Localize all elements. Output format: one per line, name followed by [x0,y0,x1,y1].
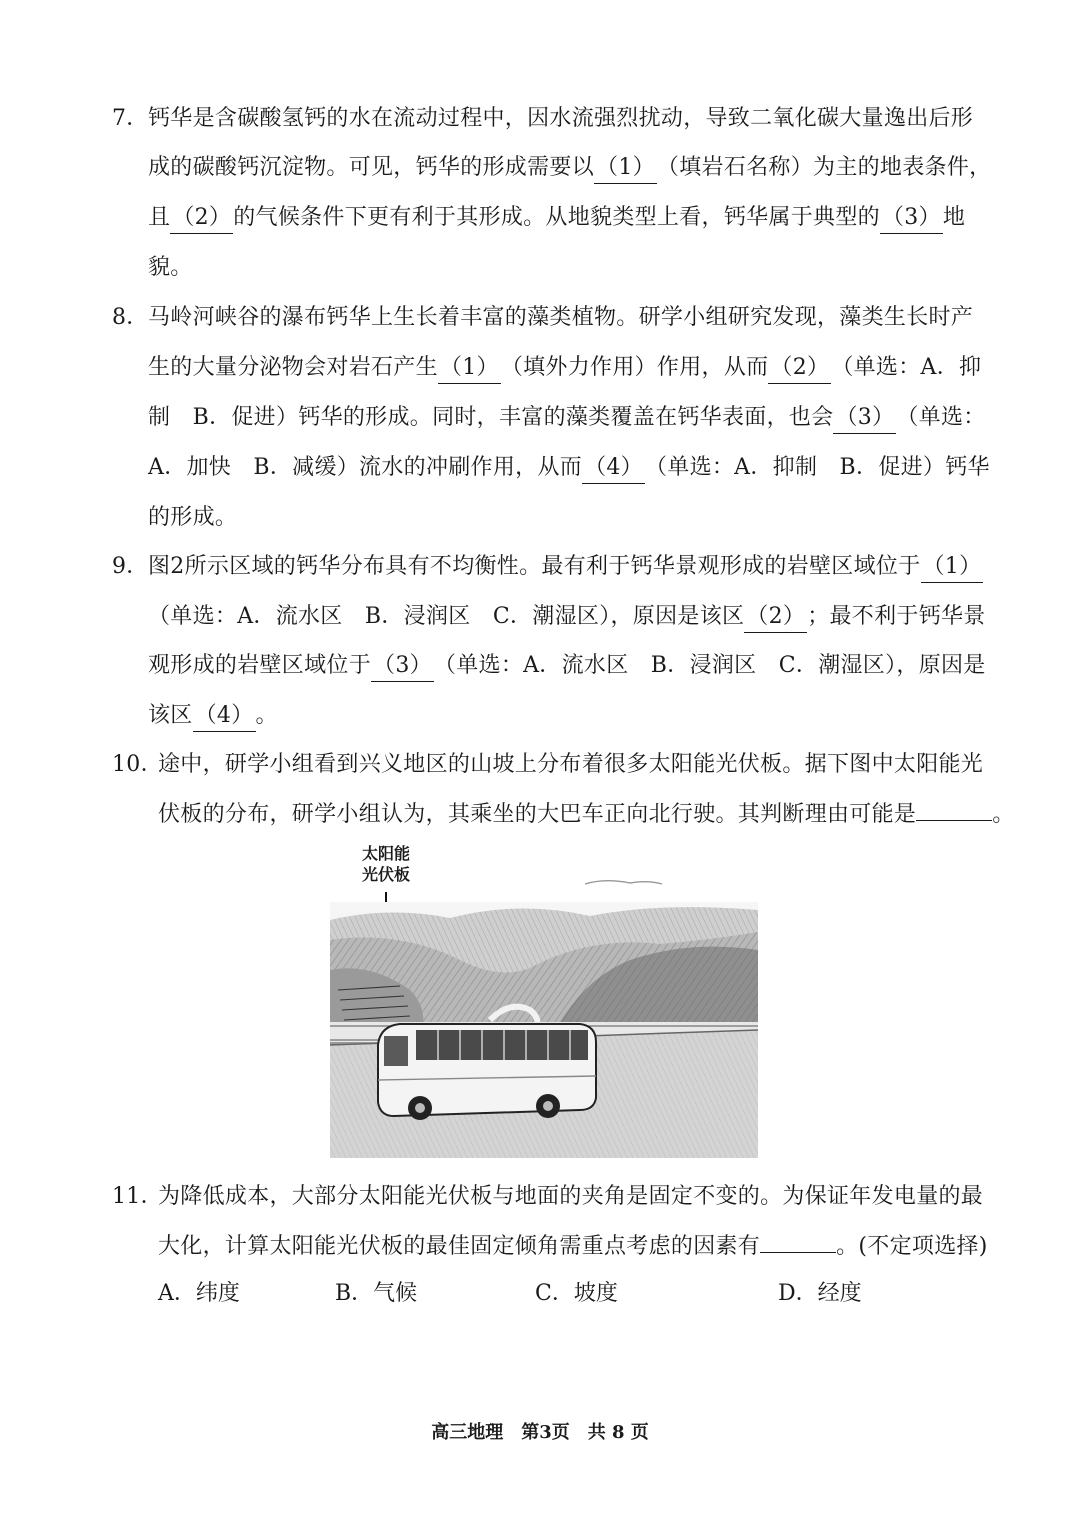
text-segment: A．加快 B．减缓）流水的冲刷作用，从而 [148,455,583,480]
text-segment: （单选：A．抑制 B．促进）钙华 [644,455,990,480]
answer-blank[interactable]: （3） [880,203,943,234]
text-segment: 生的大量分泌物会对岩石产生 [148,355,438,380]
text-segment: 且 [148,205,171,230]
text-segment: （填外力作用）作用，从而 [500,355,769,380]
question-text [148,542,983,591]
question-text: 为降低成本，大部分太阳能光伏板与地面的夹角是固定不变的。为保证年发电量的最 [158,1184,984,1209]
answer-blank[interactable]: （3） [371,651,434,682]
figure-label-line: 太阳能 [361,844,410,863]
text-segment: （填岩石名称）为主的地表条件， [656,155,992,180]
question-text [148,193,965,242]
question-text [158,1222,988,1271]
answer-blank[interactable]: （2） [768,353,831,384]
question-text [148,343,981,392]
answer-blank[interactable]: （4） [193,701,256,732]
text-segment: （单选：A．流水区 B．浸润区 C．潮湿区），原因是该区 [148,604,745,629]
question-text [158,790,1015,839]
option-d[interactable]: D．经度 [778,1281,862,1306]
text-segment: 制 B．促进）钙华的形成。同时，丰富的藻类覆盖在钙华表面，也会 [148,405,834,430]
answer-blank[interactable]: （2） [744,602,807,633]
answer-blank[interactable] [760,1252,836,1253]
question-text [148,143,991,192]
question-number: 10． [112,752,163,777]
question-text: 马岭河峡谷的瀑布钙华上生长着丰富的藻类植物。研学小组研究发现，藻类生长时产 [148,305,974,330]
question-text [148,393,986,442]
answer-blank[interactable]: （1） [438,353,501,384]
bus-solar-panel-illustration [330,840,758,1158]
text-segment: 大化，计算太阳能光伏板的最佳固定倾角需重点考虑的因素有 [158,1234,761,1259]
text-segment: （单选： [896,405,986,430]
text-segment: 。 [992,802,1015,827]
question-text: 途中，研学小组看到兴义地区的山坡上分布着很多太阳能光伏板。据下图中太阳能光 [158,752,984,777]
text-segment: 该区 [148,703,193,728]
answer-blank[interactable]: （4） [582,453,645,484]
text-segment: （单选：A．流水区 B．浸润区 C．潮湿区），原因是 [433,653,986,678]
question-number: 8． [112,305,149,330]
text-segment: 的气候条件下更有利于其形成。从地貌类型上看，钙华属于典型的 [233,205,880,230]
text-segment: 伏板的分布，研学小组认为，其乘坐的大巴车正向北行驶。其判断理由可能是 [158,802,917,827]
question-number: 7． [112,106,149,131]
option-a[interactable]: A．纬度 [158,1281,240,1306]
question-number: 11． [112,1184,163,1209]
text-segment: 成的碳酸钙沉淀物。可见，钙华的形成需要以 [148,155,595,180]
answer-blank[interactable]: （1） [594,153,657,184]
text-segment: 地 [942,205,966,230]
question-text [148,641,986,690]
page-footer: 高三地理 第3页 共 8 页 [431,1422,649,1443]
bus [378,1024,596,1120]
text-segment: （单选：A．抑 [831,355,982,380]
answer-blank[interactable]: （3） [833,403,896,434]
question-number: 9． [112,554,149,579]
answer-blank[interactable]: （1） [921,552,984,583]
text-segment: 图2所示区域的钙华分布具有不均衡性。最有利于钙华景观形成的岩壁区域位于 [148,554,921,579]
question-text [148,592,986,641]
text-segment: ；最不利于钙华景 [807,604,986,629]
answer-blank[interactable]: （2） [170,203,233,234]
figure-label-line: 光伏板 [361,865,410,884]
question-text [148,443,990,492]
answer-blank[interactable] [916,820,992,821]
question-text: 的形成。 [148,505,238,530]
option-b[interactable]: B．气候 [335,1281,418,1306]
text-segment: 。 [255,703,278,728]
cloud-mark [585,881,662,884]
text-segment: 。(不定项选择) [836,1234,988,1259]
question-text [148,691,278,740]
question-text: 貌。 [148,255,193,280]
question-text: 钙华是含碳酸氢钙的水在流动过程中，因水流强烈扰动，导致二氧化碳大量逸出后形 [148,106,974,131]
option-c[interactable]: C．坡度 [535,1281,618,1306]
text-segment: 观形成的岩壁区域位于 [148,653,372,678]
